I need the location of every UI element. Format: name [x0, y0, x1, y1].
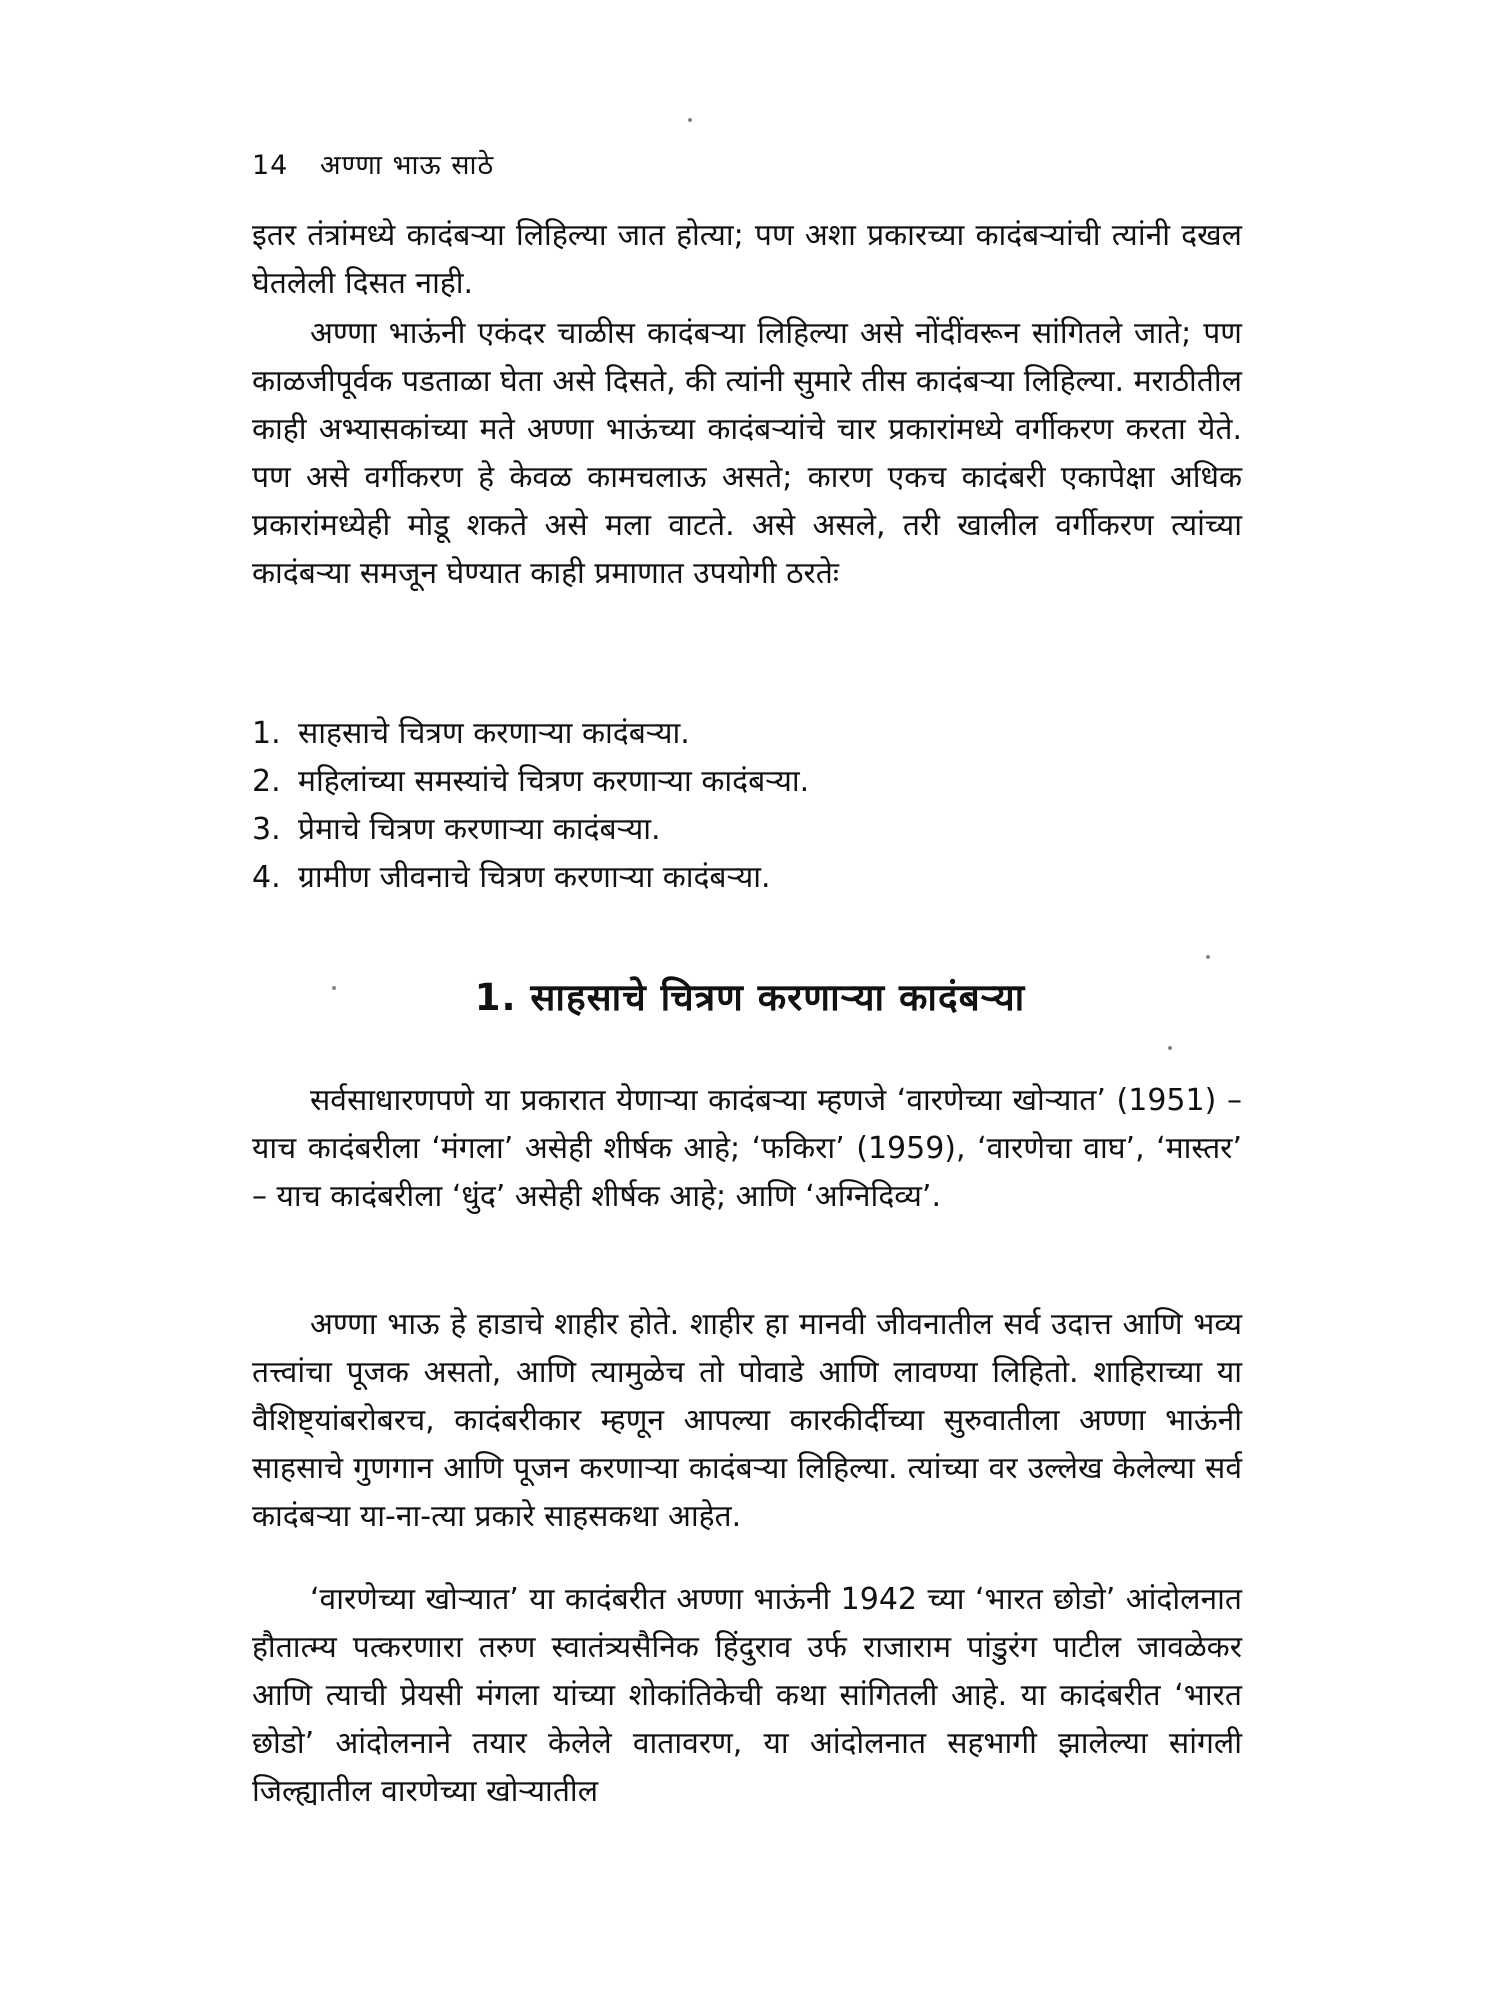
scan-speck: [1206, 955, 1210, 959]
paragraph-1: इतर तंत्रांमध्ये कादंबऱ्या लिहिल्या जात होत्या; पण अशा प्रकारच्या कादंबऱ्यांची त्यांनी दखल घेतलेली दिसत नाही.: [252, 218, 1242, 301]
list-item-number: 2.: [252, 764, 281, 799]
list-item: [252, 806, 1242, 854]
running-title: अण्णा भाऊ साठे: [319, 150, 495, 181]
scan-speck: [1168, 1046, 1172, 1050]
list-item: [252, 710, 1242, 758]
scan-speck: [332, 986, 336, 990]
paragraph-2: अण्णा भाऊंनी एकंदर चाळीस कादंबऱ्या लिहिल्या असे नोंदींवरून सांगितले जाते; पण काळजीपूर्वक पडताळा घेता असे दिसते, की त्यांनी सुमारे तीस कादंबऱ्या लिहिल्या. मराठीतील काही अभ्यासकांच्या मते अण्णा भाऊंच्या कादंबऱ्यांचे चार प्रकारांमध्ये वर्गीकरण करता येते. पण असे वर्गीकरण हे केवळ कामचलाऊ असते; कारण एकच कादंबरी एकापेक्षा अधिक प्रकारांमध्येही मोडू शकते असे मला वाटते. असे असले, तरी खालील वर्गीकरण त्यांच्या कादंबऱ्या समजून घेण्यात काही प्रमाणात उपयोगी ठरतेः: [252, 316, 1242, 591]
list-item-number: 4.: [252, 860, 281, 895]
list-item-text: ग्रामीण जीवनाचे चित्रण करणाऱ्या कादंबऱ्या.: [298, 860, 771, 895]
paragraph-3: सर्वसाधारणपणे या प्रकारात येणाऱ्या कादंबऱ्या म्हणजे ‘वारणेच्या खोऱ्यात’ (1951) – याच कादंबरीला ‘मंगला’ असेही शीर्षक आहे; ‘फकिरा’ (1959), ‘वारणेचा वाघ’, ‘मास्तर’ – याच कादंबरीला ‘धुंद’ असेही शीर्षक आहे; आणि ‘अग्निदिव्य’.: [252, 1083, 1242, 1214]
section-heading: 1. साहसाचे चित्रण करणाऱ्या कादंबऱ्या: [474, 976, 1026, 1019]
page-number: 14: [252, 150, 289, 181]
scan-speck: [688, 118, 692, 122]
list-item: [252, 758, 1242, 806]
list-item: [252, 854, 1242, 902]
list-item-text: साहसाचे चित्रण करणाऱ्या कादंबऱ्या.: [298, 716, 690, 751]
paragraph-5: ‘वारणेच्या खोऱ्यात’ या कादंबरीत अण्णा भाऊंनी 1942 च्या ‘भारत छोडो’ आंदोलनात हौतात्म्य पत्करणारा तरुण स्वातंत्र्यसैनिक हिंदुराव उर्फ राजाराम पांडुरंग पाटील जावळेकर आणि त्याची प्रेयसी मंगला यांच्या शोकांतिकेची कथा सांगितली आहे. या कादंबरीत ‘भारत छोडो’ आंदोलनाने तयार केलेले वातावरण, या आंदोलनात सहभागी झालेल्या सांगली जिल्ह्यातील वारणेच्या खोऱ्यातील: [252, 1582, 1242, 1809]
list-item-number: 3.: [252, 812, 281, 847]
running-header: [252, 145, 494, 182]
paragraph-4: अण्णा भाऊ हे हाडाचे शाहीर होते. शाहीर हा मानवी जीवनातील सर्व उदात्त आणि भव्य तत्त्वांचा पूजक असतो, आणि त्यामुळेच तो पोवाडे आणि लावण्या लिहितो. शाहिराच्या या वैशिष्ट्यांबरोबरच, कादंबरीकार म्हणून आपल्या कारकीर्दीच्या सुरुवातीला अण्णा भाऊंनी साहसाचे गुणगान आणि पूजन करणाऱ्या कादंबऱ्या लिहिल्या. त्यांच्या वर उल्लेख केलेल्या सर्व कादंबऱ्या या-ना-त्या प्रकारे साहसकथा आहेत.: [252, 1307, 1242, 1534]
list-item-text: प्रेमाचे चित्रण करणाऱ्या कादंबऱ्या.: [298, 812, 661, 847]
list-item-text: महिलांच्या समस्यांचे चित्रण करणाऱ्या कादंबऱ्या.: [298, 764, 810, 799]
classification-list: [252, 710, 1242, 902]
list-item-number: 1.: [252, 716, 281, 751]
